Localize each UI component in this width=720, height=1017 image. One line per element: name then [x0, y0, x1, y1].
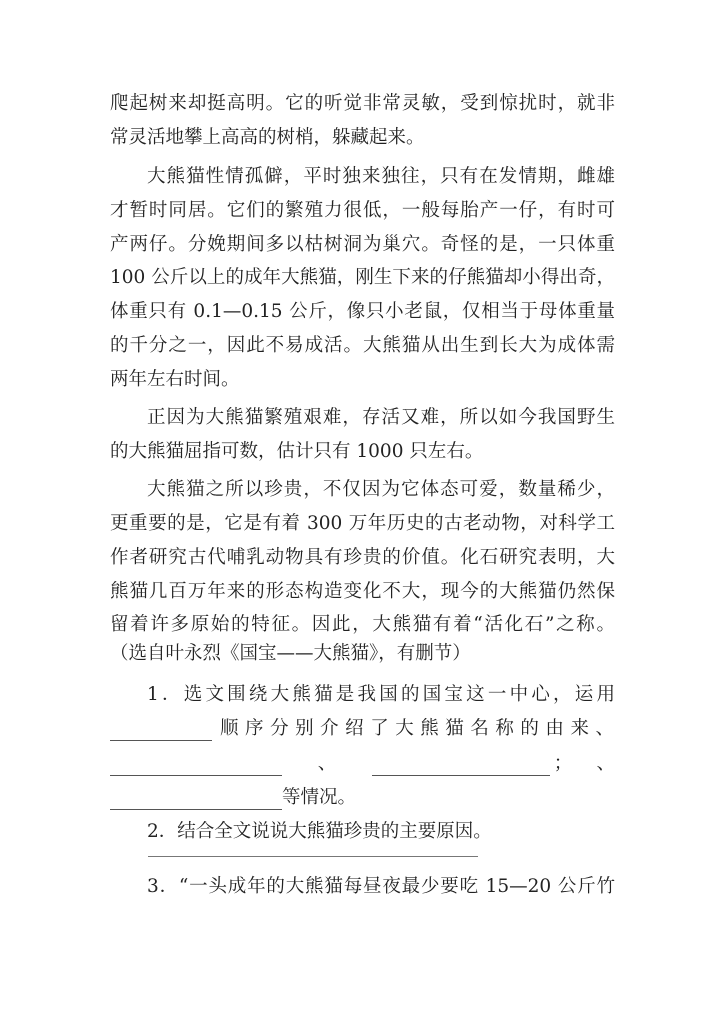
separator: 、: [317, 753, 337, 774]
answer-blank[interactable]: [372, 758, 550, 776]
body-line: 体重只有 0.1—0.15 公斤，像只小老鼠，仅相当于母体重量: [110, 301, 615, 322]
separator: ；: [553, 753, 573, 774]
body-line: 留着许多原始的特征。因此，大熊猫有着“活化石”之称。: [110, 614, 615, 635]
body-line: 的大熊猫屈指可数，估计只有 1000 只左右。: [110, 441, 484, 462]
question-1: 1．选文围绕大熊猫是我国的国宝这一中心，运用: [147, 684, 615, 705]
body-line: 熊猫几百万年来的形态构造变化不大，现今的大熊猫仍然保: [110, 581, 615, 602]
question-3: 3．“一头成年的大熊猫每昼夜最少要吃 15—20 公斤竹: [147, 876, 615, 897]
paragraph-start: 大熊猫之所以珍贵，不仅因为它体态可爱，数量稀少，: [147, 479, 615, 500]
body-line: 作者研究古代哺乳动物具有珍贵的价值。化石研究表明，大: [110, 547, 615, 568]
source-citation: （选自叶永烈《国宝——大熊猫》，有删节）: [110, 643, 471, 664]
body-line: 常灵活地攀上高高的树梢，躲藏起来。: [110, 127, 425, 148]
separator: 、: [596, 753, 615, 774]
body-line: 产两仔。分娩期间多以枯树洞为巢穴。奇怪的是，一只体重: [110, 234, 615, 255]
question-1-line-4: [110, 786, 615, 810]
body-line: 更重要的是，它是有着 300 万年历史的古老动物，对科学工: [110, 513, 615, 534]
question-2: 2．结合全文说说大熊猫珍贵的主要原因。: [147, 821, 492, 842]
question-1-line-3: [110, 752, 615, 776]
answer-blank[interactable]: [110, 723, 212, 741]
question-1-end: 等情况。: [282, 787, 357, 808]
body-line: 的千分之一，因此不易成活。大熊猫从出生到长大为成体需: [110, 335, 615, 356]
body-line: 两年左右时间。: [110, 369, 240, 390]
question-1-text: 顺序分别介绍了大熊猫名称的由来、: [220, 718, 615, 739]
answer-line[interactable]: [148, 856, 478, 857]
body-line: 才暂时同居。它们的繁殖力很低，一般每胎产一仔，有时可: [110, 200, 615, 221]
body-line: 爬起树来却挺高明。它的听觉非常灵敏，受到惊扰时，就非: [110, 93, 615, 114]
paragraph-start: 大熊猫性情孤僻，平时独来独往，只有在发情期，雌雄: [147, 166, 615, 187]
body-line: 100 公斤以上的成年大熊猫，刚生下来的仔熊猫却小得出奇，: [110, 267, 615, 288]
paragraph-start: 正因为大熊猫繁殖艰难，存活又难，所以如今我国野生: [147, 407, 615, 428]
answer-blank[interactable]: [110, 758, 282, 776]
answer-blank[interactable]: [110, 792, 282, 810]
question-1-line-2: [110, 717, 615, 741]
